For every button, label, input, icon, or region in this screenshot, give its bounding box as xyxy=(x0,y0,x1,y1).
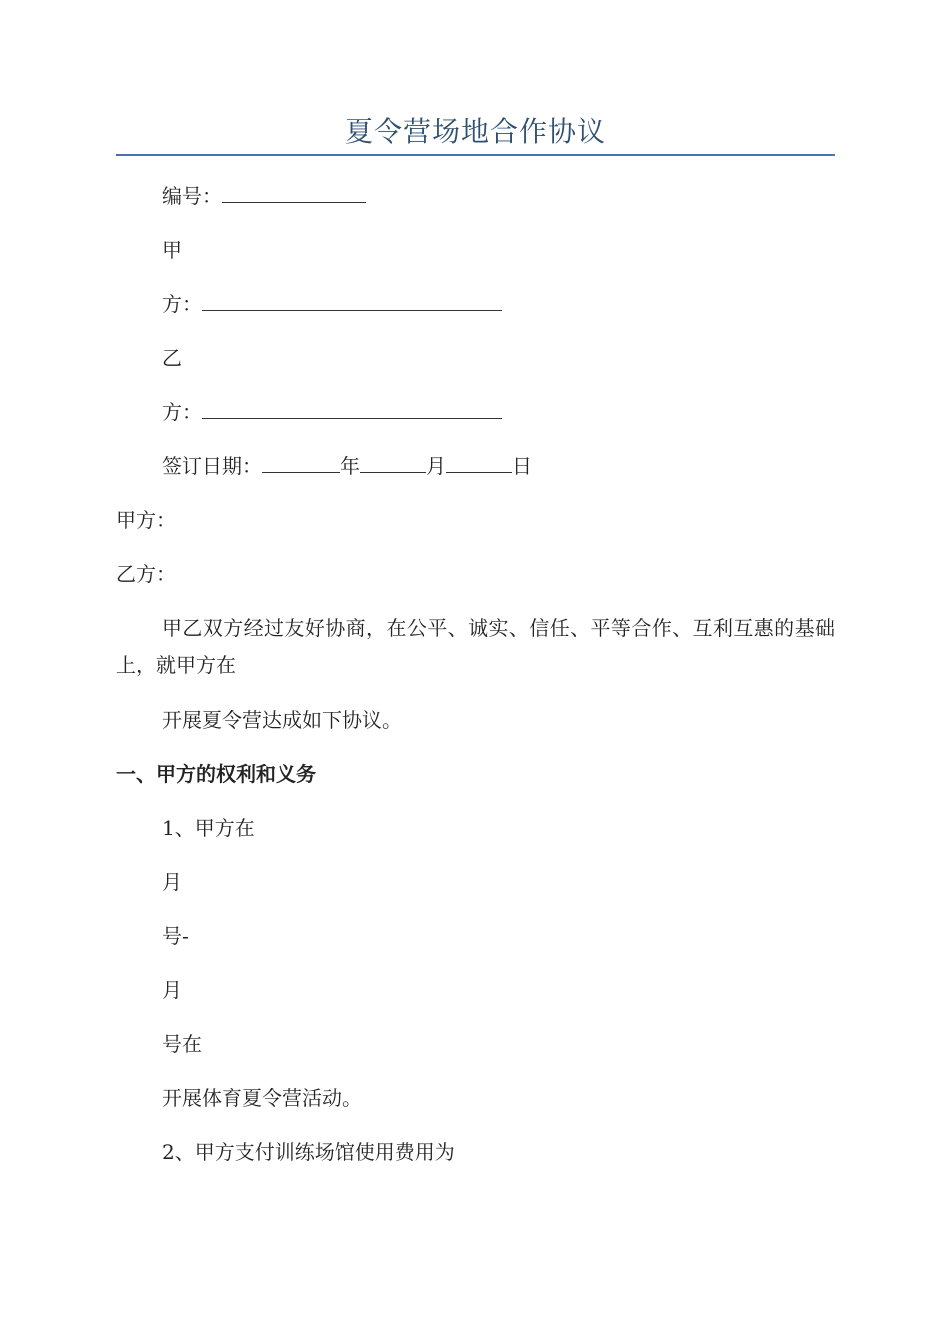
sign-date-field xyxy=(162,452,532,480)
party-a-line: 甲方： xyxy=(116,508,176,532)
number-blank xyxy=(222,182,366,203)
item-1-end: 开展体育夏令营活动。 xyxy=(162,1086,362,1110)
party-b-label: 方： xyxy=(162,400,202,424)
item-1-day-b: 号在 xyxy=(162,1032,202,1056)
document-title: 夏令营场地合作协议 xyxy=(344,115,606,148)
title-underline xyxy=(116,154,835,156)
month-blank xyxy=(360,452,426,473)
item-1-month-b: 月 xyxy=(162,978,182,1002)
item-1-start: 1、甲方在 xyxy=(162,816,255,840)
year-blank xyxy=(262,452,340,473)
number-label: 编号： xyxy=(162,184,222,208)
section-1-heading: 一、甲方的权利和义务 xyxy=(116,762,316,786)
month-label: 月 xyxy=(426,454,446,478)
sign-date-label: 签订日期： xyxy=(162,454,262,478)
item-2: 2、甲方支付训练场馆使用费用为 xyxy=(162,1140,455,1164)
party-b-blank xyxy=(202,398,502,419)
party-b-field xyxy=(162,398,502,426)
day-label: 日 xyxy=(512,454,532,478)
item-1-month-a: 月 xyxy=(162,870,182,894)
party-a-field xyxy=(162,290,502,318)
year-label: 年 xyxy=(340,454,360,478)
number-field xyxy=(162,182,366,210)
party-b-line: 乙方： xyxy=(116,562,176,586)
party-a-prefix: 甲 xyxy=(162,238,182,262)
intro-continuation: 开展夏令营达成如下协议。 xyxy=(162,708,402,732)
party-b-prefix: 乙 xyxy=(162,346,182,370)
item-1-day-a: 号- xyxy=(162,924,189,948)
party-a-blank xyxy=(202,290,502,311)
day-blank xyxy=(446,452,512,473)
party-a-label: 方： xyxy=(162,292,202,316)
intro-paragraph: 甲乙双方经过友好协商，在公平、诚实、信任、平等合作、互利互惠的基础上，就甲方在 xyxy=(116,616,835,677)
